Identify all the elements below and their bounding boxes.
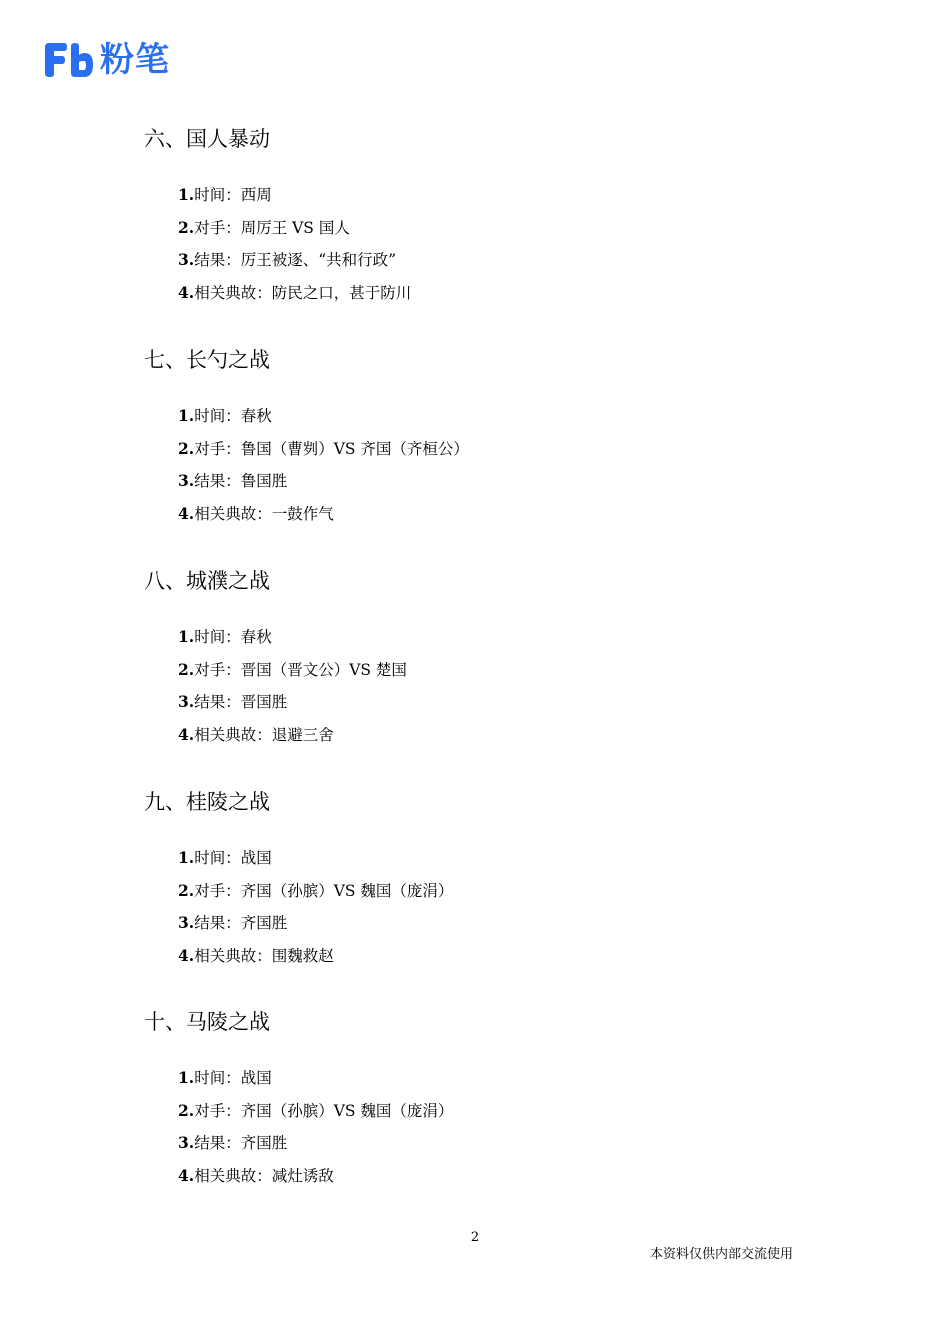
item-text: 时间：春秋	[194, 628, 272, 646]
item-number: 1.	[178, 1068, 195, 1087]
item-text: 时间：战国	[194, 1069, 272, 1087]
item-number: 1.	[178, 627, 195, 646]
list-item	[178, 1101, 453, 1134]
item-number: 2.	[178, 1100, 195, 1120]
item-list	[178, 406, 469, 536]
list-item	[178, 660, 407, 693]
section-title: 十、马陵之战	[144, 1010, 270, 1034]
item-number: 4.	[178, 945, 195, 965]
item-text: 相关典故：减灶诱敌	[194, 1166, 334, 1185]
item-text: 时间：战国	[194, 849, 272, 867]
item-number: 2.	[178, 438, 195, 458]
item-text: 对手：鲁国（曹刿）VS 齐国（齐桓公）	[194, 439, 469, 458]
brand-name: 粉笔	[100, 40, 170, 80]
list-item	[178, 218, 411, 251]
item-list	[178, 848, 453, 978]
list-item	[178, 692, 407, 725]
item-text: 对手：晋国（晋文公）VS 楚国	[194, 660, 407, 679]
list-item	[178, 627, 407, 660]
section-title: 六、国人暴动	[144, 127, 270, 151]
brand-logo	[42, 40, 170, 80]
item-number: 3.	[178, 471, 195, 490]
list-item	[178, 406, 469, 439]
item-text: 对手：周厉王 VS 国人	[194, 218, 350, 237]
item-number: 4.	[178, 1165, 195, 1185]
item-number: 4.	[178, 282, 195, 302]
item-number: 3.	[178, 913, 195, 932]
item-number: 3.	[178, 692, 195, 711]
list-item	[178, 439, 469, 472]
item-text: 结果：齐国胜	[194, 1134, 288, 1152]
list-item	[178, 1068, 453, 1101]
item-text: 相关典故：退避三舍	[194, 725, 334, 744]
list-item	[178, 283, 411, 316]
item-text: 对手：齐国（孙膑）VS 魏国（庞涓）	[194, 881, 454, 900]
list-item	[178, 504, 469, 537]
item-number: 3.	[178, 1133, 195, 1152]
section-title: 七、长勺之战	[144, 348, 270, 372]
section-title: 八、城濮之战	[144, 569, 270, 593]
item-number: 3.	[178, 250, 195, 269]
item-text: 对手：齐国（孙膑）VS 魏国（庞涓）	[194, 1101, 454, 1120]
item-text: 结果：鲁国胜	[194, 472, 288, 490]
footer-note: 本资料仅供内部交流使用	[650, 1247, 794, 1262]
item-number: 2.	[178, 217, 195, 237]
item-text: 结果：厉王被逐、“共和行政”	[194, 251, 397, 269]
fb-logo-icon	[42, 41, 96, 79]
item-list	[178, 627, 407, 757]
list-item	[178, 185, 411, 218]
list-item	[178, 946, 453, 979]
list-item	[178, 1166, 453, 1199]
item-text: 时间：春秋	[194, 407, 272, 425]
page-number: 2	[470, 1230, 480, 1245]
item-text: 相关典故：防民之口，甚于防川	[194, 283, 412, 302]
list-item	[178, 913, 453, 946]
item-text: 结果：齐国胜	[194, 914, 288, 932]
item-text: 结果：晋国胜	[194, 693, 288, 711]
list-item	[178, 471, 469, 504]
item-number: 4.	[178, 503, 195, 523]
item-text: 相关典故：一鼓作气	[194, 504, 334, 523]
list-item	[178, 848, 453, 881]
item-number: 1.	[178, 848, 195, 867]
list-item	[178, 1133, 453, 1166]
item-number: 1.	[178, 185, 195, 204]
list-item	[178, 250, 411, 283]
item-list	[178, 1068, 453, 1198]
item-text: 相关典故：围魏救赵	[194, 946, 334, 965]
item-number: 4.	[178, 724, 195, 744]
section-title: 九、桂陵之战	[144, 790, 270, 814]
item-list	[178, 185, 411, 315]
item-number: 2.	[178, 659, 195, 679]
item-number: 2.	[178, 880, 195, 900]
list-item	[178, 881, 453, 914]
item-number: 1.	[178, 406, 195, 425]
item-text: 时间：西周	[194, 186, 272, 204]
list-item	[178, 725, 407, 758]
